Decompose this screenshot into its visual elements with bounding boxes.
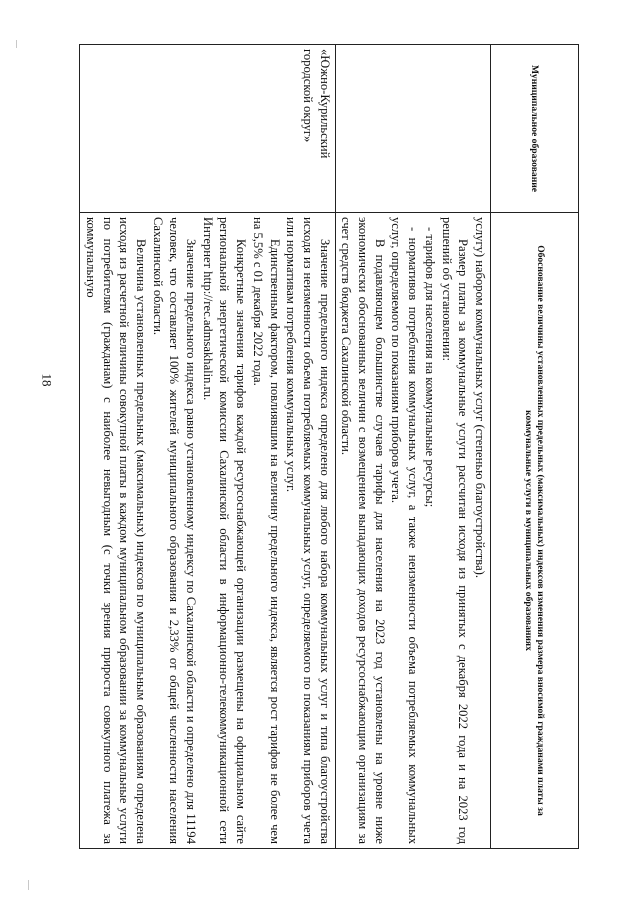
header-municipality: Муниципальное образование bbox=[491, 45, 579, 213]
paragraph: - нормативов потребления коммунальных услуг, а также неизменности объема потребляемых коммунальных услуг, определяемого по показаниям приборов учета. bbox=[389, 217, 421, 844]
justification-cell-continued bbox=[335, 213, 490, 849]
paragraph: Значение предельного индекса равно установленному индексу по Сахалинской области и определено для 11194 человек, что составляет 100% жителей муниципального образования и 2,33% от общей численности населения Сахалинской области. bbox=[150, 217, 199, 844]
paragraph: Единственным фактором, повлиявшим на величину предельного индекса, является рост тарифов не более чем на 5,5% с 01 декабря 2022 года. bbox=[250, 217, 282, 844]
scan-mark bbox=[16, 40, 17, 48]
justification-table bbox=[79, 44, 579, 849]
table-row-main bbox=[80, 45, 336, 849]
paragraph: услугу) набором коммунальных услуг (степенью благоустройства). bbox=[473, 217, 487, 579]
paragraph: - тарифов для населения на коммунальные ресурсы; bbox=[422, 227, 437, 508]
paragraph: Размер платы за коммунальные услуги рассчитан исходя из принятых с декабря 2022 года и на 2023 год решений об установлении: bbox=[439, 217, 471, 844]
municipality-cell: «Южно-Курильский городской округ» bbox=[80, 45, 336, 213]
justification-cell bbox=[80, 213, 336, 849]
paragraph: Значение предельного индекса определено для любого набора коммунальных услуг и типа благоустройства исходя из неизменности объема потребляемых коммунальных услуг, определяемого по показаниям приборов учета или нормативам потребления коммунальных услуг. bbox=[284, 217, 332, 844]
paragraph: В подавляющем большинстве случаев тарифы для населения на 2023 год установлены на уровне ниже экономически обоснованных величин с возмещением выпадающих доходов ресурсоснабжающим организациям за счет средств бюджета Сахалинской области. bbox=[339, 217, 387, 844]
header-justification: Обоснование величины установленных предельных (максимальных) индексов изменения размера вносимой гражданами платы за коммунальные услуги в муниципальных образованиях bbox=[491, 213, 579, 849]
page-number: 18 bbox=[39, 373, 55, 387]
paragraph: Величина установленных предельных (максимальных) индексов по муниципальным образованиям определена исходя из расчетной величины совокупной платы в каждом муниципальном образовании за коммунальные услуги по потребителям (гражданам) с наиболее невыгодным (с точки зрения прироста совокупного платежа за коммунальную bbox=[83, 217, 148, 844]
municipality-cell-continued bbox=[335, 45, 490, 213]
table-header-row bbox=[491, 45, 579, 849]
paragraph: Конкретные значения тарифов каждой ресурсоснабжающей организации размещены на официальном сайте региональной энергетической комиссии Сахалинской области в информационно-телекоммуникационной сети Интернет http://rec.admsakhalin.ru. bbox=[200, 217, 249, 844]
scan-mark bbox=[28, 880, 29, 890]
table-row-continued bbox=[335, 45, 490, 849]
rotated-table-container bbox=[83, 44, 579, 848]
